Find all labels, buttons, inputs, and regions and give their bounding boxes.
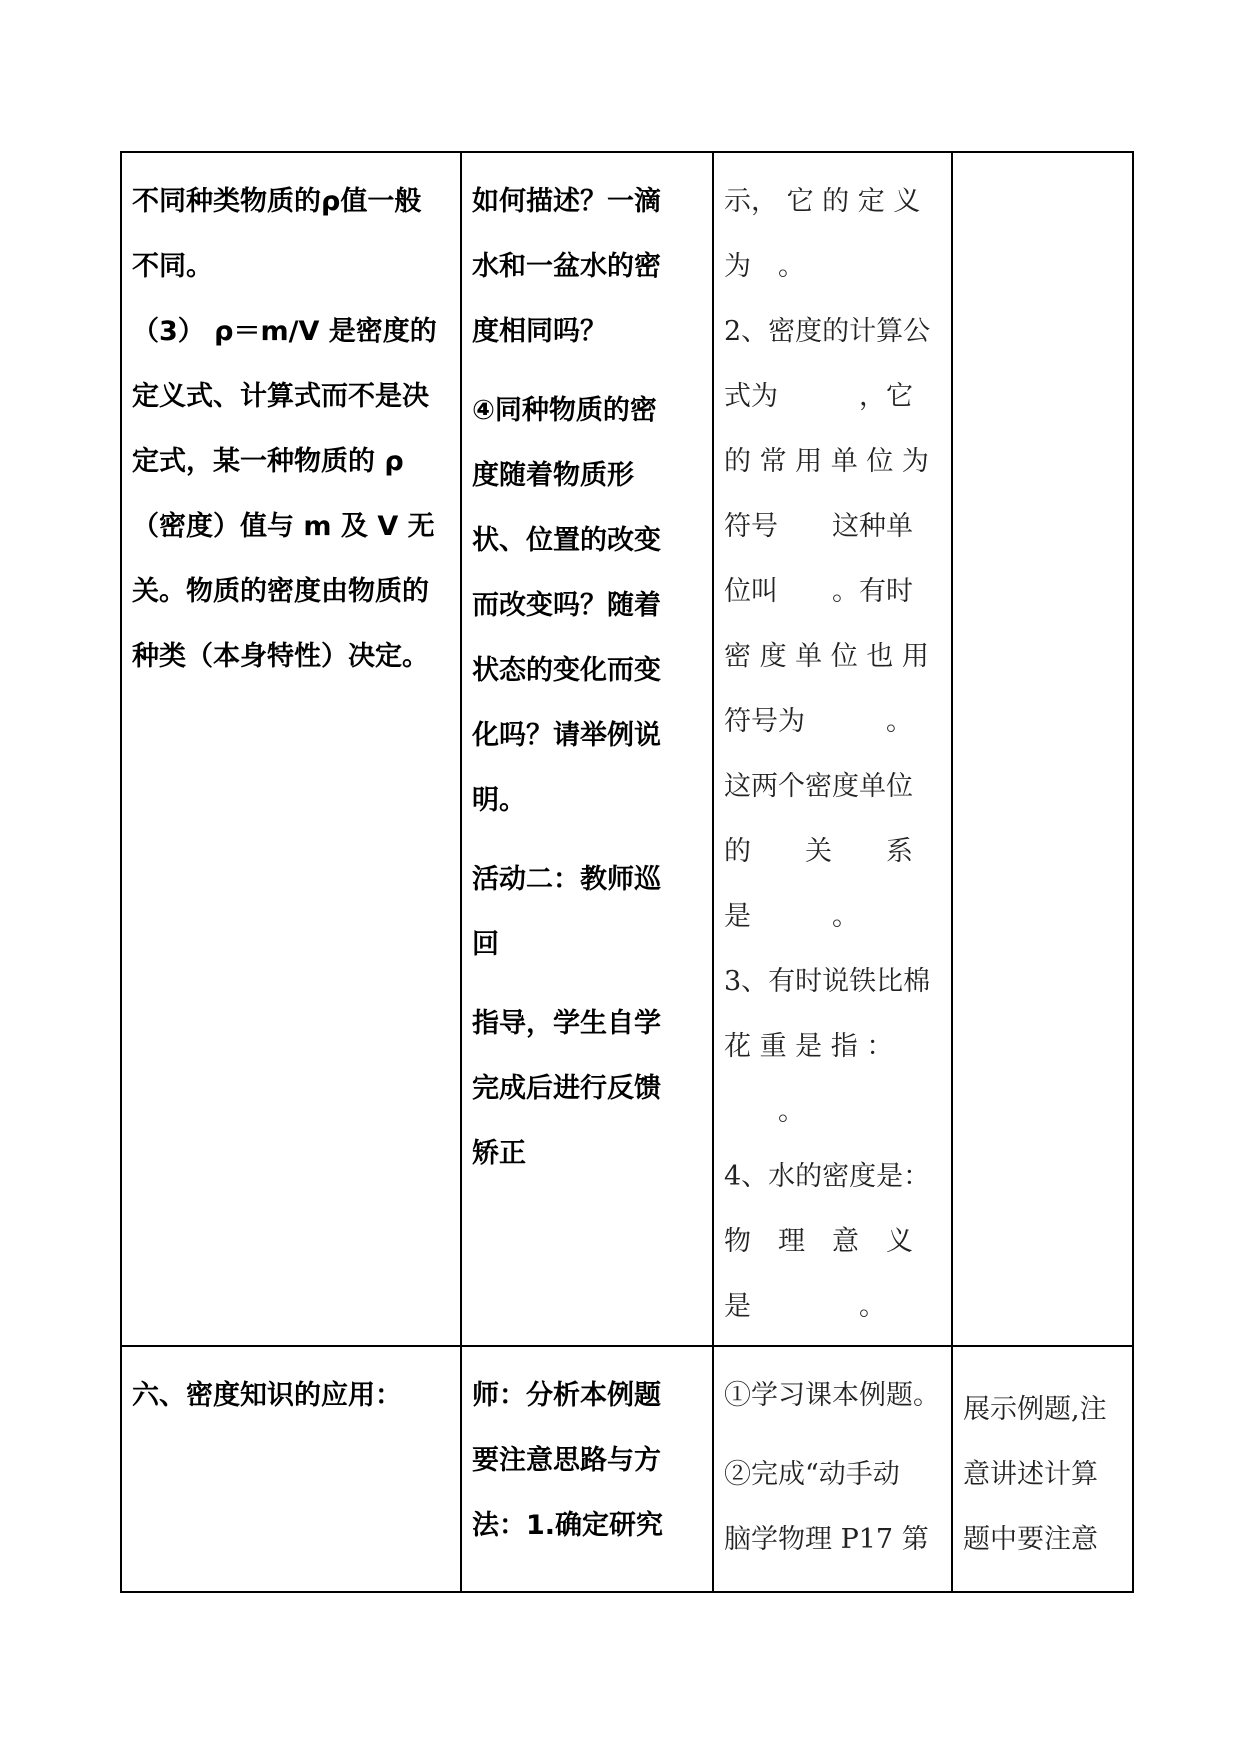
text-line: 题中要注意 xyxy=(963,1524,1098,1555)
text-line: 脑学物理 P17 第 xyxy=(724,1524,929,1555)
text-line: ①学习课本例题。 xyxy=(724,1380,940,1411)
lesson-plan-table xyxy=(120,151,1134,1593)
text-line: 不同种类物质的ρ值一般 xyxy=(132,186,422,217)
text-line: 符号 这种单 xyxy=(724,511,913,542)
cell-notes-empty xyxy=(952,152,1133,1346)
text-line: 法：1.确定研究 xyxy=(472,1510,664,1541)
text-line: 如何描述？一滴 xyxy=(472,186,661,217)
teacher-method xyxy=(462,1347,712,1558)
text-line: 展示例题,注 xyxy=(963,1394,1107,1425)
student-exercises xyxy=(714,153,951,1339)
text-line: （3） ρ＝m/V 是密度的 xyxy=(132,316,437,347)
teacher-questions xyxy=(462,153,712,1186)
cell-design-notes xyxy=(952,1346,1133,1592)
text-line: 示， 它 的 定 义 xyxy=(724,186,921,217)
text-line: 师：分析本例题 xyxy=(472,1380,661,1411)
text-line: 物 理 意 义 xyxy=(724,1226,913,1257)
cell-section-title xyxy=(121,1346,461,1592)
text-line: 定义式、计算式而不是决 xyxy=(132,381,429,412)
text-line: 的 关 系 xyxy=(724,836,913,867)
cell-student-activity xyxy=(713,152,952,1346)
text-line: 状、位置的改变 xyxy=(472,525,661,556)
text-line: 位叫 。有时 xyxy=(724,576,913,607)
text-line: 2、密度的计算公 xyxy=(724,316,931,347)
text-line: 为 。 xyxy=(724,251,805,282)
text-line: 活动二：教师巡 xyxy=(472,864,661,895)
text-line: 度随着物质形 xyxy=(472,460,634,491)
design-notes xyxy=(953,1361,1132,1572)
text-line: 状态的变化而变 xyxy=(472,655,661,686)
text-line: （密度）值与 m 及 V 无 xyxy=(132,511,435,542)
cell-teacher-method xyxy=(461,1346,713,1592)
text-line: 不同。 xyxy=(132,251,213,282)
text-line: 要注意思路与方 xyxy=(472,1445,661,1476)
text-line: 花 重 是 指 ： xyxy=(724,1031,894,1062)
text-line: 明。 xyxy=(472,785,526,816)
text-line: 3、有时说铁比棉 xyxy=(724,966,931,997)
text-line: 是 。 xyxy=(724,1291,886,1322)
section-heading xyxy=(122,1347,460,1428)
text-line: ②完成“动手动 xyxy=(724,1459,900,1490)
text-line: 关。物质的密度由物质的 xyxy=(132,576,429,607)
text-line: 定式，某一种物质的 ρ xyxy=(132,446,404,477)
text-line: 密 度 单 位 也 用 xyxy=(724,641,929,672)
text-line: 式为 ，它 xyxy=(724,381,913,412)
text-line: 。 xyxy=(724,1096,805,1127)
text-line: 化吗？请举例说 xyxy=(472,720,661,751)
text-line: 度相同吗？ xyxy=(472,316,607,347)
text-line: 完成后进行反馈 xyxy=(472,1073,661,1104)
text-line: 水和一盆水的密 xyxy=(472,251,661,282)
text-line: 的 常 用 单 位 为 xyxy=(724,446,929,477)
table-row xyxy=(121,152,1133,1346)
text-line: 六、密度知识的应用： xyxy=(132,1380,402,1411)
text-line: 4、水的密度是： xyxy=(724,1161,931,1192)
cell-teacher-activity xyxy=(461,152,713,1346)
cell-knowledge xyxy=(121,152,461,1346)
table-row xyxy=(121,1346,1133,1592)
text-line: 而改变吗？随着 xyxy=(472,590,661,621)
text-line: 这两个密度单位 xyxy=(724,771,913,802)
text-line: 是 。 xyxy=(724,901,859,932)
text-line: 指导，学生自学 xyxy=(472,1008,661,1039)
text-line: 意讲述计算 xyxy=(963,1459,1098,1490)
text-line: ④同种物质的密 xyxy=(472,395,657,426)
text-line: 矫正 xyxy=(472,1138,526,1169)
text-line: 种类（本身特性）决定。 xyxy=(132,641,429,672)
student-tasks xyxy=(714,1347,951,1572)
text-line: 符号为 。 xyxy=(724,706,913,737)
density-notes xyxy=(122,153,460,689)
cell-student-tasks xyxy=(713,1346,952,1592)
text-line: 回 xyxy=(472,929,499,960)
